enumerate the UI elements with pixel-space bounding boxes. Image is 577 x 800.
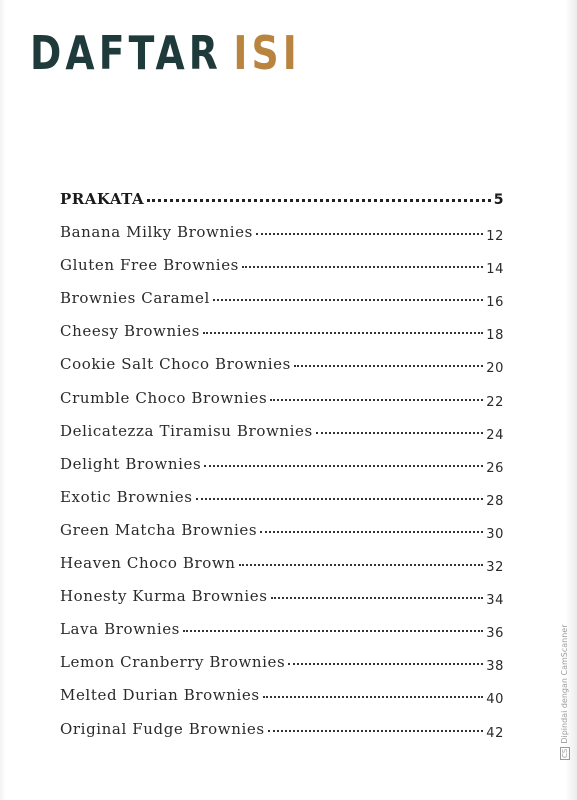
toc-dot-leader: [203, 328, 483, 334]
toc-entry-page-number: 26: [486, 460, 504, 476]
watermark-text: Dipindai dengan CamScanner: [560, 624, 569, 744]
toc-dot-leader: [242, 262, 483, 268]
toc-entry: [60, 389, 504, 422]
toc-entry-page-number: 14: [486, 262, 504, 278]
toc-entry: [60, 488, 504, 521]
toc-entry-title: Gluten Free Brownies: [60, 256, 239, 275]
toc-entry-page-number: 16: [486, 295, 504, 311]
toc-entry-title: Lava Brownies: [60, 620, 180, 639]
toc-entry-page-number: 24: [486, 427, 504, 443]
toc-entry-title: Melted Durian Brownies: [60, 686, 260, 705]
toc-entry-page-number: 12: [486, 229, 504, 245]
toc-entry: [60, 322, 504, 355]
toc-entry-page-number: 18: [486, 328, 504, 344]
toc-dot-leader: [147, 195, 491, 202]
toc-entry: [60, 554, 504, 587]
toc-entry-title: Crumble Choco Brownies: [60, 388, 268, 407]
toc-entry-title: PRAKATA: [60, 190, 145, 208]
toc-entry-page-number: 42: [486, 725, 504, 741]
toc-dot-leader: [260, 527, 483, 533]
toc-entry-page-number: 40: [486, 692, 504, 708]
scanner-watermark: [560, 624, 570, 760]
toc-dot-leader: [204, 461, 483, 467]
toc-dot-leader: [268, 726, 484, 732]
toc-entry-page-number: 36: [486, 626, 504, 642]
toc-dot-leader: [316, 428, 483, 434]
toc-entry-page-number: 32: [486, 560, 504, 576]
toc-entry-page-number: 28: [486, 493, 504, 509]
toc-dot-leader: [213, 295, 483, 301]
toc-entry-title: Banana Milky Brownies: [60, 223, 253, 242]
page-title-word-isi: ISI: [233, 26, 301, 80]
toc-dot-leader: [256, 229, 483, 235]
toc-dot-leader: [239, 560, 484, 566]
toc-entry: [60, 620, 504, 653]
toc-entry: [60, 289, 504, 322]
toc-entry-title: Delicatezza Tiramisu Brownies: [60, 421, 313, 440]
toc-entry-title: Heaven Choco Brown: [60, 554, 236, 573]
toc-entry: [60, 686, 504, 719]
toc-entry: [60, 653, 504, 686]
toc-entry: [60, 223, 504, 256]
toc-entry-page-number: 30: [486, 526, 504, 542]
toc-entry: [60, 587, 504, 620]
toc-dot-leader: [294, 361, 483, 367]
toc-dot-leader: [196, 494, 484, 500]
toc-entry-page-number: 38: [486, 659, 504, 675]
toc-entry-page-number: 5: [493, 192, 504, 208]
toc-entry-page-number: 22: [486, 394, 504, 410]
toc-entry: [60, 190, 504, 223]
toc-entry-title: Brownies Caramel: [60, 289, 210, 308]
page-title: [30, 26, 301, 80]
toc-entry-title: Cookie Salt Choco Brownies: [60, 355, 291, 374]
toc-dot-leader: [270, 395, 483, 401]
toc-dot-leader: [183, 626, 483, 632]
toc-entry-title: Honesty Kurma Brownies: [60, 587, 268, 606]
toc-entry: [60, 521, 504, 554]
toc-entry: [60, 455, 504, 488]
toc-entry: [60, 422, 504, 455]
toc-entry: [60, 720, 504, 753]
toc-entry-title: Cheesy Brownies: [60, 322, 200, 341]
page-title-word-daftar: DAFTAR: [30, 26, 222, 80]
toc-entry-title: Green Matcha Brownies: [60, 520, 258, 539]
toc-dot-leader: [271, 593, 484, 599]
toc-entry-title: Lemon Cranberry Brownies: [60, 653, 286, 672]
toc-entry-title: Exotic Brownies: [60, 487, 193, 506]
toc-entry-page-number: 20: [486, 361, 504, 377]
toc-entry: [60, 256, 504, 289]
toc-entry: [60, 355, 504, 388]
toc-dot-leader: [263, 692, 484, 698]
camscanner-logo-icon: CS: [561, 748, 569, 758]
toc-dot-leader: [288, 659, 483, 665]
table-of-contents: [60, 190, 504, 753]
toc-entry-page-number: 34: [486, 593, 504, 609]
toc-entry-title: Delight Brownies: [60, 454, 202, 473]
toc-entry-title: Original Fudge Brownies: [60, 719, 265, 738]
